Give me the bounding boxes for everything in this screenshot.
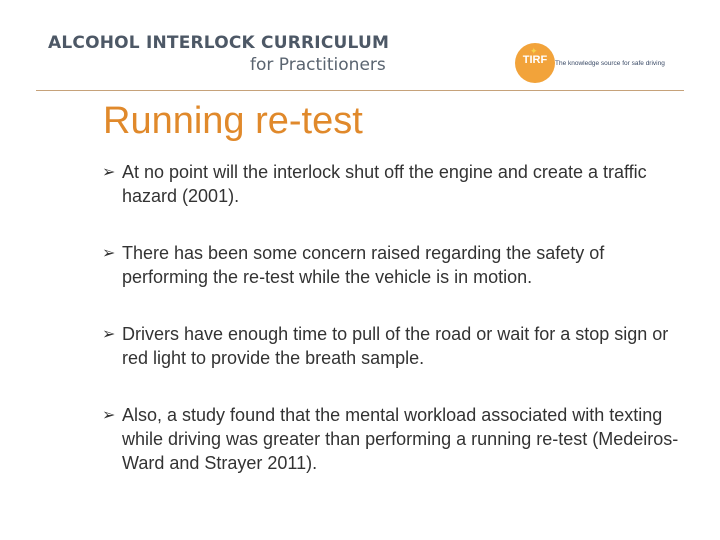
arrow-bullet-icon: ➢ [102,162,116,181]
arrow-bullet-icon: ➢ [102,324,116,343]
logo-star-icon: ✦ [530,46,538,56]
bullet-text: There has been some concern raised regarding the safety of performing the re-test while the vehicle is in motion. [122,243,605,287]
logo-text: TIRF [522,54,548,66]
bullet-item [102,160,682,208]
arrow-bullet-icon: ➢ [102,405,116,424]
bullet-item [102,403,682,475]
bullet-text: Drivers have enough time to pull of the road or wait for a stop sign or red light to provide the breath sample. [122,324,669,368]
curriculum-title: ALCOHOL INTERLOCK CURRICULUM [48,33,390,53]
header-divider [36,90,684,91]
bullet-text: At no point will the interlock shut off the engine and create a traffic hazard (2001). [122,162,647,206]
bullet-item [102,241,682,289]
tirf-logo [505,40,665,86]
slide-title: Running re-test [103,100,363,142]
bullet-list [102,160,682,508]
bullet-text: Also, a study found that the mental workload associated with texting while driving was greater than performing a running re-test (Medeiros-Ward and Strayer 2011). [122,405,679,473]
curriculum-subtitle: for Practitioners [250,55,386,75]
bullet-item [102,322,682,370]
arrow-bullet-icon: ➢ [102,243,116,262]
logo-tagline: The knowledge source for safe driving [555,60,665,67]
